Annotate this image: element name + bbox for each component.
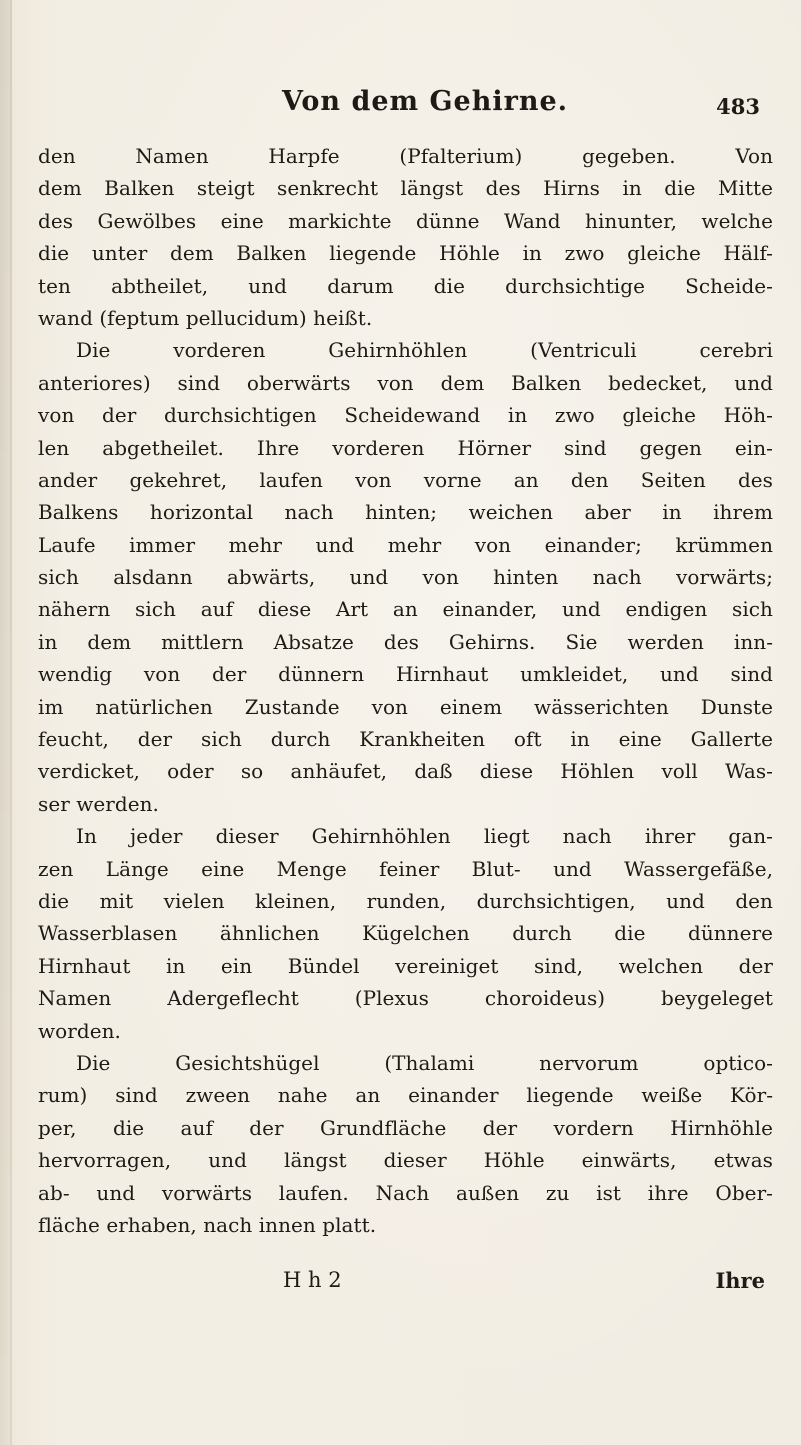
text-line: im natürlichen Zustande von einem wässerichten Dunste — [38, 694, 773, 719]
text-line: Laufe immer mehr und mehr von einander; krümmen — [38, 532, 773, 557]
catchword: Ihre — [715, 1268, 765, 1293]
text-line: feucht, der sich durch Krankheiten oft in eine Gallerte — [38, 727, 773, 752]
page-gutter — [0, 0, 12, 1445]
text-line: in dem mittlern Absatze des Gehirns. Sie werden inn- — [38, 629, 773, 654]
text-line: nähern sich auf diese Art an einander, und endigen sich — [38, 597, 773, 622]
text-line: In jeder dieser Gehirnhöhlen liegt nach ihrer gan- — [76, 824, 773, 849]
text-line: Die Gesichtshügel (Thalami nervorum optico- — [76, 1050, 773, 1075]
text-line: wendig von der dünnern Hirnhaut umkleidet, und sind — [38, 662, 773, 687]
text-line: sich alsdann abwärts, und von hinten nach vorwärts; — [38, 565, 773, 590]
page-header — [60, 80, 760, 120]
text-line: des Gewölbes eine markichte dünne Wand hinunter, welche — [38, 208, 773, 233]
text-line: von der durchsichtigen Scheidewand in zwo gleiche Höh- — [38, 403, 773, 428]
text-line: Balkens horizontal nach hinten; weichen aber in ihrem — [38, 500, 773, 525]
text-line: Die vorderen Gehirnhöhlen (Ventriculi cerebri — [76, 338, 773, 363]
text-line: Hirnhaut in ein Bündel vereiniget sind, welchen der — [38, 953, 773, 978]
text-line: Namen Adergeflecht (Plexus choroideus) beygeleget — [38, 986, 773, 1011]
text-line: ser werden. — [38, 791, 159, 816]
text-line: ten abtheilet, und darum die durchsichtige Scheide- — [38, 273, 773, 298]
page-footer — [38, 1268, 773, 1308]
text-line: den Namen Harpfe (Pfalterium) gegeben. Von — [38, 144, 773, 168]
text-line: fläche erhaben, nach innen platt. — [38, 1212, 377, 1237]
text-line: len abgetheilet. Ihre vorderen Hörner sind gegen ein- — [38, 435, 773, 460]
signature-mark: H h 2 — [283, 1268, 342, 1292]
text-line: dem Balken steigt senkrecht längst des Hirns in die Mitte — [38, 176, 773, 201]
text-line: verdicket, oder so anhäufet, daß diese Höhlen voll Was- — [38, 759, 773, 784]
text-line: die mit vielen kleinen, runden, durchsichtigen, und den — [38, 888, 773, 913]
text-line: rum) sind zween nahe an einander liegende weiße Kör- — [38, 1083, 773, 1108]
text-line: zen Länge eine Menge feiner Blut- und Wassergefäße, — [38, 856, 773, 881]
text-line: Wasserblasen ähnlichen Kügelchen durch die dünnere — [38, 921, 773, 946]
text-line: die unter dem Balken liegende Höhle in zwo gleiche Hälf- — [38, 241, 773, 266]
text-line: wand (feptum pellucidum) heißt. — [38, 305, 373, 330]
text-line: ab- und vorwärts laufen. Nach außen zu ist ihre Ober- — [38, 1180, 773, 1205]
body-text — [38, 140, 773, 1241]
running-title: Von dem Gehirne. — [281, 86, 569, 117]
text-line: anteriores) sind oberwärts von dem Balken bedecket, und — [38, 370, 773, 395]
text-line: ander gekehret, laufen von vorne an den Seiten des — [38, 467, 773, 492]
text-line: per, die auf der Grundfläche der vordern Hirnhöhle — [38, 1115, 773, 1140]
text-line: worden. — [38, 1018, 121, 1043]
page-number: 483 — [716, 94, 760, 119]
text-line: hervorragen, und längst dieser Höhle einwärts, etwas — [38, 1148, 773, 1173]
